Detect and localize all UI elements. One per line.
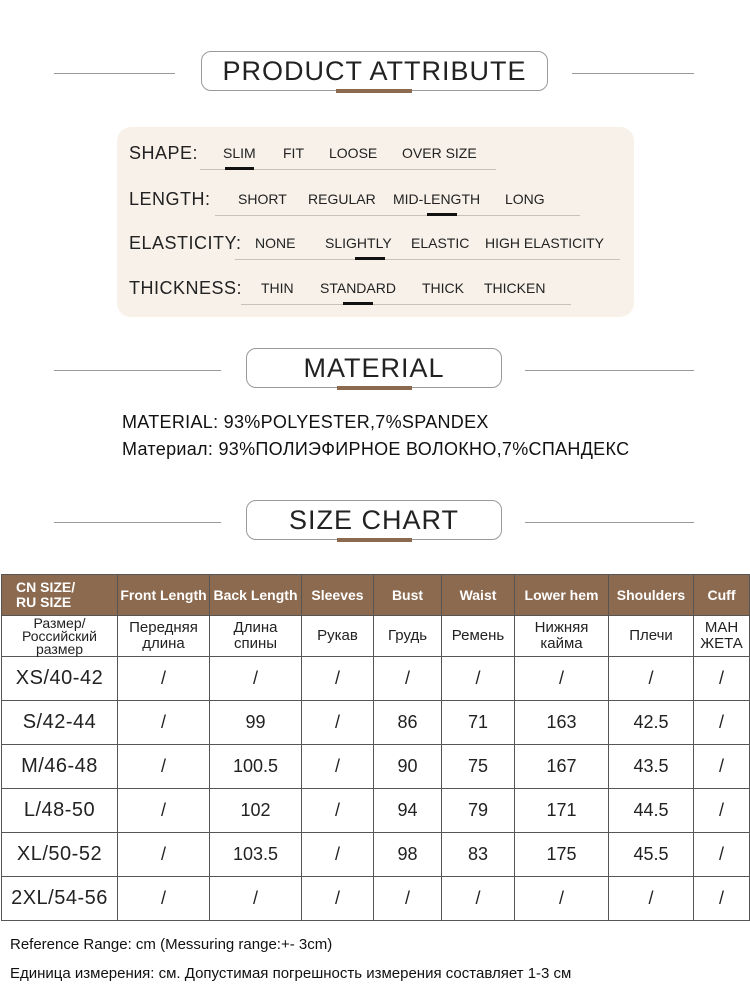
table-row — [2, 877, 750, 921]
value-cell: 75 — [442, 745, 515, 789]
value-cell: / — [442, 657, 515, 701]
attribute-option: OVER SIZE — [402, 145, 477, 161]
size-cell: 2XL/54-56 — [2, 877, 118, 921]
value-cell: / — [118, 877, 210, 921]
attribute-option: SLIM — [223, 145, 256, 161]
value-cell: / — [609, 657, 694, 701]
value-cell: / — [302, 701, 374, 745]
attribute-option: HIGH ELASTICITY — [485, 235, 605, 251]
selected-marker — [225, 167, 254, 170]
reference-note-ru: Единица измерения: см. Допустимая погрешность измерения составляет 1-3 см — [10, 965, 572, 982]
value-cell: / — [118, 789, 210, 833]
col-header-waist: Waist — [442, 575, 515, 616]
value-cell: / — [515, 657, 609, 701]
attribute-baseline — [241, 304, 571, 305]
attribute-option: THIN — [261, 280, 294, 296]
value-cell: / — [515, 877, 609, 921]
header-row-en — [2, 575, 750, 616]
divider-line — [54, 522, 221, 523]
col-header-front-length: Front Length — [118, 575, 210, 616]
value-cell: / — [694, 745, 750, 789]
attribute-option: STANDARD — [320, 280, 396, 296]
ru-header-cell: Длина спины — [210, 616, 302, 657]
attribute-row-elasticity — [117, 229, 634, 259]
divider-line — [525, 522, 694, 523]
value-cell: 167 — [515, 745, 609, 789]
material-header — [0, 348, 750, 398]
ru-header-cell: Нижняя кайма — [515, 616, 609, 657]
ru-header-cell: Грудь — [374, 616, 442, 657]
value-cell: / — [302, 789, 374, 833]
value-cell: 83 — [442, 833, 515, 877]
attribute-option: ELASTIC — [411, 235, 470, 251]
value-cell: / — [442, 877, 515, 921]
divider-line — [572, 73, 694, 74]
value-cell: / — [694, 701, 750, 745]
table-row — [2, 789, 750, 833]
attribute-option: LOOSE — [329, 145, 378, 161]
col-header-sleeves: Sleeves — [302, 575, 374, 616]
attribute-option: THICKEN — [484, 280, 546, 296]
value-cell: / — [374, 657, 442, 701]
value-cell: / — [302, 877, 374, 921]
selected-marker — [343, 302, 373, 305]
size-cell: XS/40-42 — [2, 657, 118, 701]
ru-header-cell: Рукав — [302, 616, 374, 657]
table-row — [2, 701, 750, 745]
value-cell: / — [118, 701, 210, 745]
attribute-option: SHORT — [238, 191, 287, 207]
attribute-label: THICKNESS: — [129, 278, 243, 298]
value-cell: / — [302, 745, 374, 789]
attribute-row-thickness — [117, 274, 634, 304]
col-header-cuff: Cuff — [694, 575, 750, 616]
reference-note-en: Reference Range: cm (Messuring range:+- 3cm) — [10, 936, 333, 953]
value-cell: / — [118, 745, 210, 789]
value-cell: 42.5 — [609, 701, 694, 745]
value-cell: / — [694, 657, 750, 701]
ru-header-cell: МАН ЖЕТА — [694, 616, 750, 657]
value-cell: 100.5 — [210, 745, 302, 789]
value-cell: 71 — [442, 701, 515, 745]
attribute-row-length — [117, 185, 634, 215]
value-cell: 45.5 — [609, 833, 694, 877]
divider-line — [54, 73, 175, 74]
material-russian: Материал: 93%ПОЛИЭФИРНОЕ ВОЛОКНО,7%СПАНДЕКС — [122, 439, 630, 459]
header-row-ru — [2, 616, 750, 657]
value-cell: 43.5 — [609, 745, 694, 789]
col-header-back-length: Back Length — [210, 575, 302, 616]
divider-line — [54, 370, 221, 371]
value-cell: 175 — [515, 833, 609, 877]
section-title: MATERIAL — [246, 348, 502, 388]
col-header-lower-hem: Lower hem — [515, 575, 609, 616]
attribute-label: LENGTH: — [129, 189, 211, 209]
value-cell: 86 — [374, 701, 442, 745]
ru-header-cell: Плечи — [609, 616, 694, 657]
size-cell: L/48-50 — [2, 789, 118, 833]
attribute-panel — [117, 127, 634, 317]
value-cell: 102 — [210, 789, 302, 833]
col-header-size: CN SIZE/ RU SIZE — [2, 575, 118, 616]
table-row — [2, 657, 750, 701]
value-cell: / — [118, 833, 210, 877]
value-cell: 99 — [210, 701, 302, 745]
title-underbar — [337, 538, 412, 542]
value-cell: 94 — [374, 789, 442, 833]
section-title: PRODUCT ATTRIBUTE — [201, 51, 548, 91]
value-cell: / — [694, 789, 750, 833]
value-cell: / — [694, 833, 750, 877]
attribute-label: SHAPE: — [129, 143, 199, 163]
attribute-option: MID-LENGTH — [393, 191, 481, 207]
value-cell: / — [302, 833, 374, 877]
ru-header-cell: Размер/ Российский размер — [2, 616, 118, 657]
value-cell: / — [302, 657, 374, 701]
size-chart-table — [1, 574, 750, 921]
value-cell: / — [210, 657, 302, 701]
table-row — [2, 833, 750, 877]
value-cell: / — [374, 877, 442, 921]
size-cell: XL/50-52 — [2, 833, 118, 877]
value-cell: 171 — [515, 789, 609, 833]
value-cell: / — [694, 877, 750, 921]
divider-line — [525, 370, 694, 371]
table-row — [2, 745, 750, 789]
section-title: SIZE CHART — [246, 500, 502, 540]
attribute-option: SLIGHTLY — [325, 235, 392, 251]
product-attribute-header — [0, 51, 750, 101]
value-cell: / — [118, 657, 210, 701]
value-cell: 163 — [515, 701, 609, 745]
attribute-option: NONE — [255, 235, 296, 251]
attribute-option: THICK — [422, 280, 464, 296]
selected-marker — [355, 257, 385, 260]
size-cell: S/42-44 — [2, 701, 118, 745]
title-underbar — [337, 386, 412, 390]
material-english: MATERIAL: 93%POLYESTER,7%SPANDEX — [122, 412, 489, 432]
col-header-bust: Bust — [374, 575, 442, 616]
value-cell: / — [609, 877, 694, 921]
attribute-baseline — [235, 259, 620, 260]
ru-header-cell: Ремень — [442, 616, 515, 657]
size-chart-header — [0, 500, 750, 550]
value-cell: 98 — [374, 833, 442, 877]
col-header-shoulders: Shoulders — [609, 575, 694, 616]
selected-marker — [427, 213, 457, 216]
value-cell: 90 — [374, 745, 442, 789]
value-cell: / — [210, 877, 302, 921]
value-cell: 103.5 — [210, 833, 302, 877]
attribute-baseline — [215, 215, 580, 216]
attribute-row-shape — [117, 139, 634, 169]
attribute-option: FIT — [283, 145, 304, 161]
attribute-label: ELASTICITY: — [129, 233, 242, 253]
ru-header-cell: Передняя длина — [118, 616, 210, 657]
size-cell: M/46-48 — [2, 745, 118, 789]
value-cell: 44.5 — [609, 789, 694, 833]
value-cell: 79 — [442, 789, 515, 833]
attribute-option: LONG — [505, 191, 545, 207]
title-underbar — [336, 89, 412, 93]
attribute-option: REGULAR — [308, 191, 376, 207]
